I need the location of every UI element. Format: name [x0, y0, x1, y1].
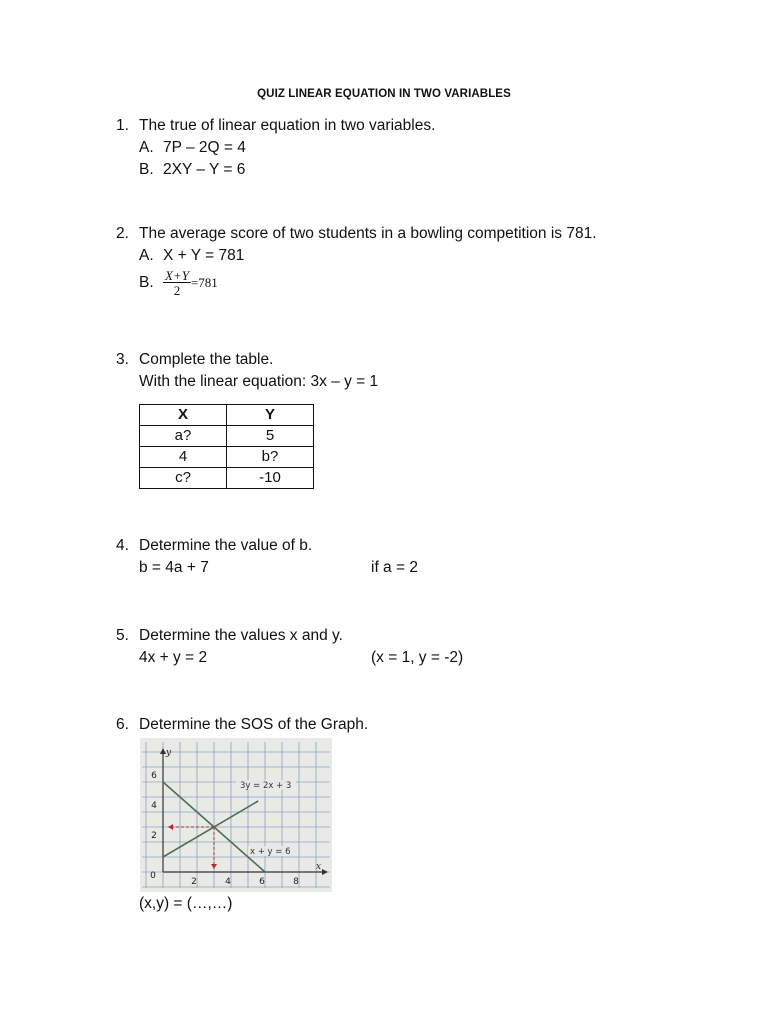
x-tick-label: 4: [225, 877, 231, 887]
table-cell: a?: [140, 426, 227, 447]
question-text: Determine the value of b.: [139, 537, 313, 554]
question-subtext: With the linear equation: 3x – y = 1: [139, 373, 379, 390]
table-row: [140, 426, 314, 447]
answer-text: (x,y) = (…,…): [139, 895, 233, 912]
equation: b = 4a + 7: [139, 559, 209, 576]
condition: if a = 2: [371, 559, 418, 576]
line1-label: 3y = 2x + 3: [240, 781, 292, 791]
question-number: 3.: [116, 351, 129, 368]
x-tick-label: 6: [259, 877, 265, 887]
equation-line: [139, 647, 463, 669]
question-number: 1.: [116, 117, 129, 134]
y-tick-label: 4: [151, 801, 157, 811]
question-text: The average score of two students in a bowling competition is 781.: [139, 225, 597, 242]
condition: (x = 1, y = -2): [371, 649, 464, 666]
question-number: 4.: [116, 537, 129, 554]
table-header: Y: [227, 405, 314, 426]
question-number: 6.: [116, 716, 129, 733]
option-b: B. 2XY – Y = 6: [139, 161, 246, 178]
fraction: $\frac{X+Y}{2}$: [165, 268, 189, 298]
table-cell: c?: [140, 468, 227, 489]
question-text: Determine the values x and y.: [139, 627, 343, 644]
table-header-row: [140, 405, 314, 426]
tick-labels: [150, 748, 321, 887]
line2-label: x + y = 6: [250, 847, 291, 857]
question-text: Determine the SOS of the Graph.: [139, 716, 369, 733]
y-tick-label: 2: [151, 831, 157, 841]
quiz-title: QUIZ LINEAR EQUATION IN TWO VARIABLES: [257, 88, 511, 100]
table-row: [140, 468, 314, 489]
x-tick-label: 2: [191, 877, 197, 887]
option-a: A. 7P – 2Q = 4: [139, 139, 246, 156]
table-cell: -10: [227, 468, 314, 489]
table-cell: 5: [227, 426, 314, 447]
value-table: [139, 404, 314, 489]
x-axis-label: x: [316, 862, 322, 872]
graph-line-3y-2x-3: [163, 801, 258, 857]
graph-image: [140, 738, 332, 892]
question-text: Complete the table.: [139, 351, 274, 368]
y-tick-label: 6: [151, 771, 157, 781]
grid-lines: [142, 742, 330, 888]
option-a: A. X + Y = 781: [139, 247, 245, 264]
origin-label: 0: [150, 871, 156, 881]
equation-line: [139, 557, 418, 579]
table-cell: b?: [227, 447, 314, 468]
question-text: The true of linear equation in two variables.: [139, 117, 436, 134]
table-row: [140, 447, 314, 468]
table-cell: 4: [140, 447, 227, 468]
y-axis-label: y: [166, 748, 172, 758]
arrowhead-down: [211, 864, 217, 869]
question-number: 2.: [116, 225, 129, 242]
question-number: 5.: [116, 627, 129, 644]
table-header: X: [140, 405, 227, 426]
option-b: B. $\frac{X+Y}{2}$ =781: [139, 268, 218, 298]
arrowhead-left: [168, 824, 173, 830]
equation: 4x + y = 2: [139, 649, 208, 666]
graph-svg: [140, 738, 332, 892]
x-tick-label: 8: [293, 877, 299, 887]
